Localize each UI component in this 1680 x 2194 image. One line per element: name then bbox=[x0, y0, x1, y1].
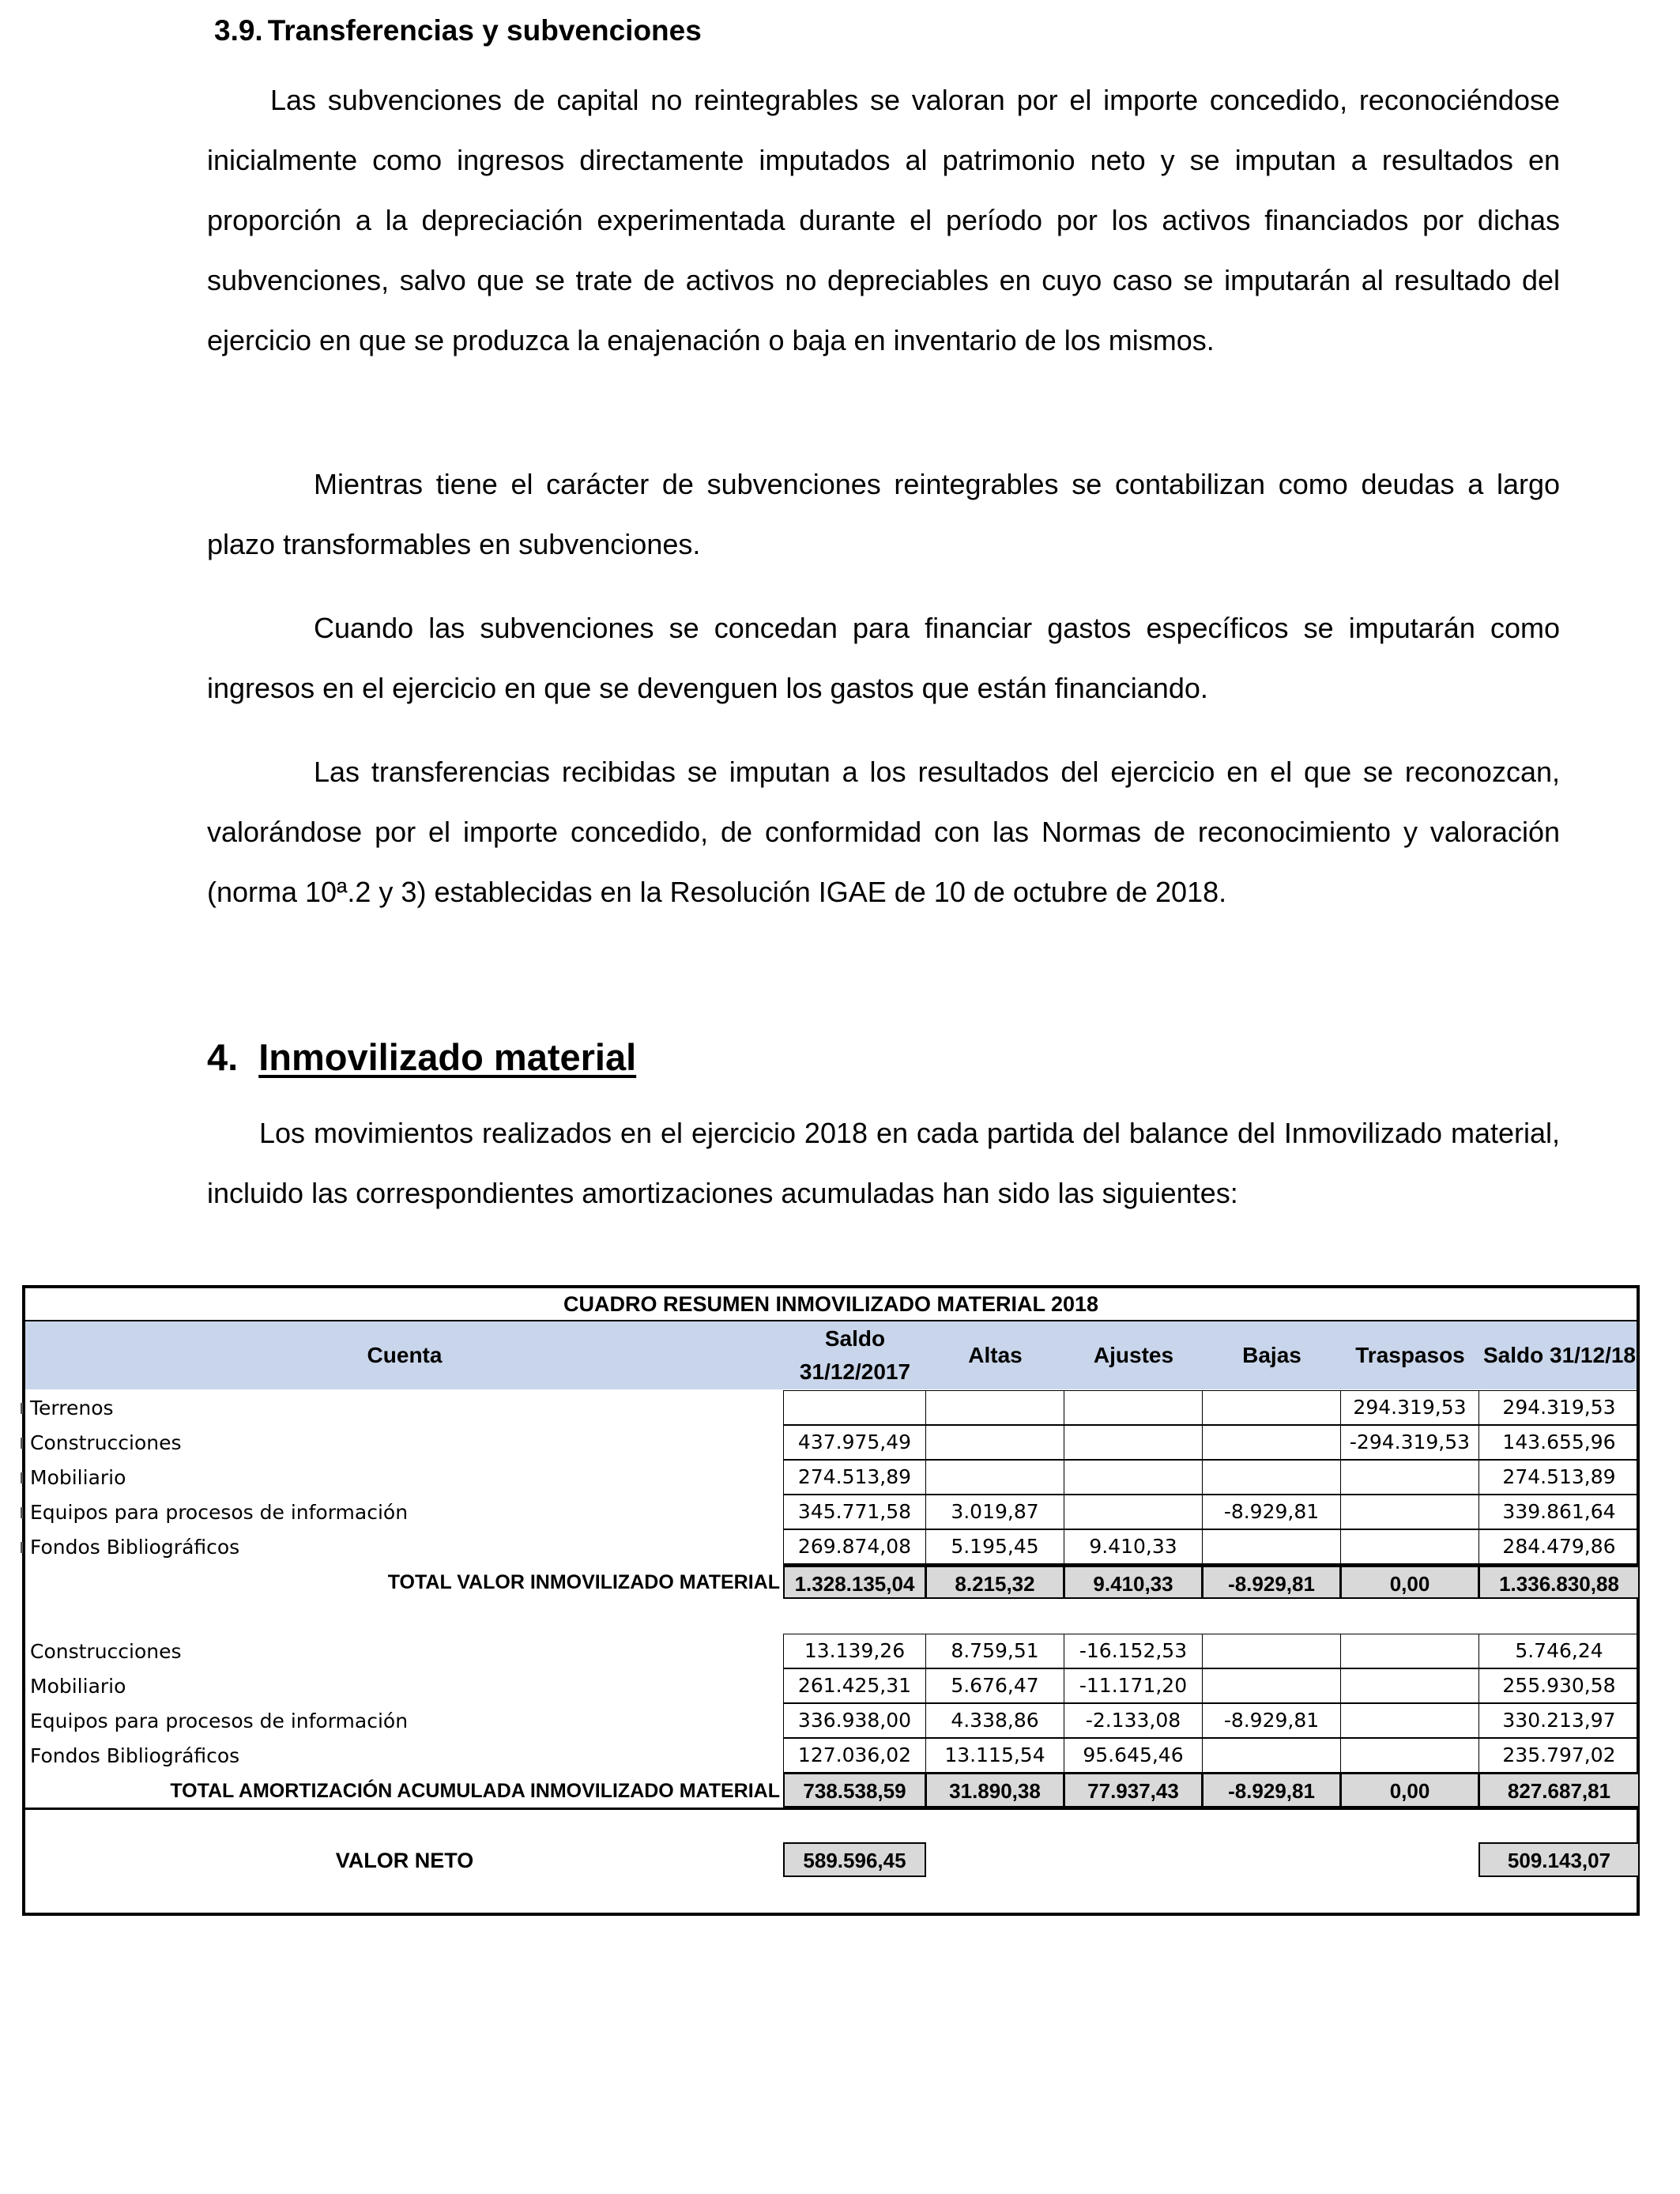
cell-traspasos bbox=[1340, 1495, 1479, 1529]
cell-saldo-2017: 1.328.135,04 bbox=[783, 1564, 926, 1599]
row-label-cuenta: Equipos para procesos de información bbox=[30, 1501, 409, 1524]
row-label-cuenta: Mobiliario bbox=[30, 1675, 126, 1698]
cell-saldo-2018: 235.797,02 bbox=[1478, 1738, 1640, 1773]
cell-altas: 13.115,54 bbox=[925, 1738, 1064, 1773]
cell-saldo-2018: 330.213,97 bbox=[1478, 1703, 1640, 1738]
table-row bbox=[25, 1391, 1637, 1426]
cell-traspasos: -294.319,53 bbox=[1340, 1425, 1479, 1460]
cell-bajas bbox=[1202, 1460, 1341, 1495]
table-row bbox=[25, 1461, 1637, 1495]
total-valor-label: TOTAL VALOR INMOVILIZADO MATERIAL bbox=[387, 1571, 780, 1593]
cell-saldo-2017 bbox=[783, 1390, 926, 1425]
paragraph-transferencias-recibidas: Las transferencias recibidas se imputan a los resultados del ejercicio en el que se reconozcan, valorándose por el importe concedido, de conformidad con las Normas de reconocimiento y valoración (norma 10ª.2 y 3) establecidas en la Resolución IGAE de 10 de octubre de 2018. bbox=[207, 756, 1560, 908]
cell-saldo-2017: 127.036,02 bbox=[783, 1738, 926, 1773]
cell-ajustes: -2.133,08 bbox=[1064, 1703, 1203, 1738]
cell-saldo-2018: 294.319,53 bbox=[1478, 1390, 1640, 1425]
row-label-cuenta: Fondos Bibliográficos bbox=[30, 1536, 240, 1559]
header-ajustes: Ajustes bbox=[1093, 1343, 1174, 1367]
row-label-cuenta: Fondos Bibliográficos bbox=[30, 1744, 240, 1767]
cell-traspasos bbox=[1340, 1668, 1479, 1703]
cell-altas bbox=[925, 1390, 1064, 1425]
cell-bajas: -8.929,81 bbox=[1202, 1495, 1341, 1529]
inmovilizado-summary-table bbox=[22, 1285, 1640, 1916]
section-number: 3.9. bbox=[214, 14, 263, 47]
cell-traspasos: 0,00 bbox=[1340, 1564, 1479, 1599]
cell-saldo-2018: 339.861,64 bbox=[1478, 1495, 1640, 1529]
valor-neto-label: VALOR NETO bbox=[335, 1849, 474, 1872]
table-row-valor-neto bbox=[25, 1843, 1637, 1878]
section-4-heading bbox=[207, 1035, 636, 1079]
total-underline bbox=[25, 1808, 1640, 1810]
table-row bbox=[25, 1739, 1637, 1774]
cell-ajustes bbox=[1064, 1495, 1203, 1529]
table-title: CUADRO RESUMEN INMOVILIZADO MATERIAL 2018 bbox=[25, 1288, 1637, 1321]
section-3-9-heading bbox=[214, 14, 702, 47]
cell-saldo-2018: 284.479,86 bbox=[1478, 1529, 1640, 1564]
cell-bajas: -8.929,81 bbox=[1202, 1703, 1341, 1738]
row-label-cuenta: Mobiliario bbox=[30, 1466, 126, 1489]
cell-traspasos bbox=[1340, 1738, 1479, 1773]
cell-saldo-2017: 261.425,31 bbox=[783, 1668, 926, 1703]
cell-saldo-2018: 5.746,24 bbox=[1478, 1634, 1640, 1668]
cell-traspasos: 294.319,53 bbox=[1340, 1390, 1479, 1425]
cell-traspasos bbox=[1340, 1634, 1479, 1668]
cell-traspasos bbox=[1340, 1703, 1479, 1738]
cell-ajustes bbox=[1064, 1460, 1203, 1495]
cell-ajustes bbox=[1064, 1390, 1203, 1425]
cell-bajas bbox=[1202, 1529, 1341, 1564]
cell-saldo-2018: 827.687,81 bbox=[1478, 1773, 1640, 1808]
cell-bajas: -8.929,81 bbox=[1202, 1564, 1341, 1599]
cell-traspasos bbox=[1340, 1460, 1479, 1495]
cell-ajustes: -16.152,53 bbox=[1064, 1634, 1203, 1668]
paragraph-subvenciones-reintegrables: Mientras tiene el carácter de subvenciones reintegrables se contabilizan como deudas a largo plazo transformables en subvenciones. bbox=[207, 468, 1560, 560]
paragraph-movimientos-intro: Los movimientos realizados en el ejercicio 2018 en cada partida del balance del Inmovilizado material, incluido las correspondientes amortizaciones acumuladas han sido las siguientes: bbox=[207, 1117, 1560, 1209]
cell-altas: 8.215,32 bbox=[925, 1564, 1064, 1599]
cell-ajustes: 9.410,33 bbox=[1064, 1529, 1203, 1564]
paragraph-gastos-especificos: Cuando las subvenciones se concedan para financiar gastos específicos se imputarán como ingresos en el ejercicio en que se devenguen los gastos que están financiando. bbox=[207, 612, 1560, 704]
header-saldo-2017: Saldo 31/12/2017 bbox=[799, 1326, 911, 1384]
cell-traspasos: 0,00 bbox=[1340, 1773, 1479, 1808]
cell-altas: 5.676,47 bbox=[925, 1668, 1064, 1703]
cell-altas: 4.338,86 bbox=[925, 1703, 1064, 1738]
header-cuenta: Cuenta bbox=[367, 1343, 443, 1367]
cell-saldo-2018: 143.655,96 bbox=[1478, 1425, 1640, 1460]
cell-saldo-2017: 336.938,00 bbox=[783, 1703, 926, 1738]
header-altas: Altas bbox=[968, 1343, 1023, 1367]
table-row bbox=[25, 1704, 1637, 1739]
cell-ajustes: -11.171,20 bbox=[1064, 1668, 1203, 1703]
row-label-cuenta: Terrenos bbox=[30, 1397, 114, 1419]
cell-saldo-2018: 509.143,07 bbox=[1478, 1842, 1640, 1877]
row-marker bbox=[21, 1472, 23, 1483]
header-saldo-2018: Saldo 31/12/18 bbox=[1482, 1343, 1636, 1367]
table-header-row bbox=[25, 1321, 1637, 1389]
row-marker bbox=[21, 1403, 23, 1414]
paragraph-subvenciones-capital: Las subvenciones de capital no reintegrables se valoran por el importe concedido, reconociéndose inicialmente como ingresos directamente imputados al patrimonio neto y se imputan a resultados en proporción a la depreciación experimentada durante el período por los activos financiados por dichas subvenciones, salvo que se trate de activos no depreciables en cuyo caso se imputarán al resultado del ejercicio en que se produzca la enajenación o baja en inventario de los mismos. bbox=[207, 84, 1560, 356]
header-traspasos: Traspasos bbox=[1355, 1343, 1465, 1367]
table-row bbox=[25, 1669, 1637, 1704]
row-label-cuenta: Construcciones bbox=[30, 1640, 182, 1663]
table-row bbox=[25, 1530, 1637, 1565]
cell-ajustes: 9.410,33 bbox=[1064, 1564, 1203, 1599]
cell-ajustes: 95.645,46 bbox=[1064, 1738, 1203, 1773]
cell-saldo-2018: 255.930,58 bbox=[1478, 1668, 1640, 1703]
table-row bbox=[25, 1426, 1637, 1461]
row-label-cuenta: Equipos para procesos de información bbox=[30, 1710, 409, 1732]
cell-altas bbox=[925, 1460, 1064, 1495]
cell-bajas bbox=[1202, 1390, 1341, 1425]
cell-saldo-2018: 274.513,89 bbox=[1478, 1460, 1640, 1495]
cell-bajas bbox=[1202, 1634, 1341, 1668]
cell-bajas bbox=[1202, 1738, 1341, 1773]
cell-saldo-2017: 589.596,45 bbox=[783, 1842, 926, 1877]
cell-traspasos bbox=[1340, 1529, 1479, 1564]
row-marker bbox=[21, 1438, 23, 1449]
table-row-total-amortizacion bbox=[25, 1774, 1637, 1808]
header-bajas: Bajas bbox=[1242, 1343, 1301, 1367]
table-row-total-valor bbox=[25, 1565, 1637, 1600]
table-row bbox=[25, 1634, 1637, 1669]
section-title: Transferencias y subvenciones bbox=[267, 14, 702, 47]
cell-ajustes: 77.937,43 bbox=[1064, 1773, 1203, 1808]
row-marker bbox=[21, 1507, 23, 1518]
cell-saldo-2017: 437.975,49 bbox=[783, 1425, 926, 1460]
cell-altas bbox=[925, 1425, 1064, 1460]
row-label-cuenta: Construcciones bbox=[30, 1431, 182, 1454]
cell-saldo-2017: 274.513,89 bbox=[783, 1460, 926, 1495]
total-amortizacion-label: TOTAL AMORTIZACIÓN ACUMULADA INMOVILIZADO MATERIAL bbox=[170, 1780, 780, 1802]
cell-saldo-2018: 1.336.830,88 bbox=[1478, 1564, 1640, 1599]
cell-saldo-2017: 345.771,58 bbox=[783, 1495, 926, 1529]
cell-bajas bbox=[1202, 1425, 1341, 1460]
cell-altas: 5.195,45 bbox=[925, 1529, 1064, 1564]
cell-saldo-2017: 269.874,08 bbox=[783, 1529, 926, 1564]
section-number: 4. bbox=[207, 1036, 239, 1078]
cell-bajas: -8.929,81 bbox=[1202, 1773, 1341, 1808]
cell-altas: 31.890,38 bbox=[925, 1773, 1064, 1808]
cell-ajustes bbox=[1064, 1425, 1203, 1460]
cell-altas: 3.019,87 bbox=[925, 1495, 1064, 1529]
cell-saldo-2017: 738.538,59 bbox=[783, 1773, 926, 1808]
row-marker bbox=[21, 1542, 23, 1553]
table-row bbox=[25, 1495, 1637, 1530]
section-title: Inmovilizado material bbox=[258, 1036, 637, 1078]
cell-saldo-2017: 13.139,26 bbox=[783, 1634, 926, 1668]
cell-altas: 8.759,51 bbox=[925, 1634, 1064, 1668]
cell-bajas bbox=[1202, 1668, 1341, 1703]
